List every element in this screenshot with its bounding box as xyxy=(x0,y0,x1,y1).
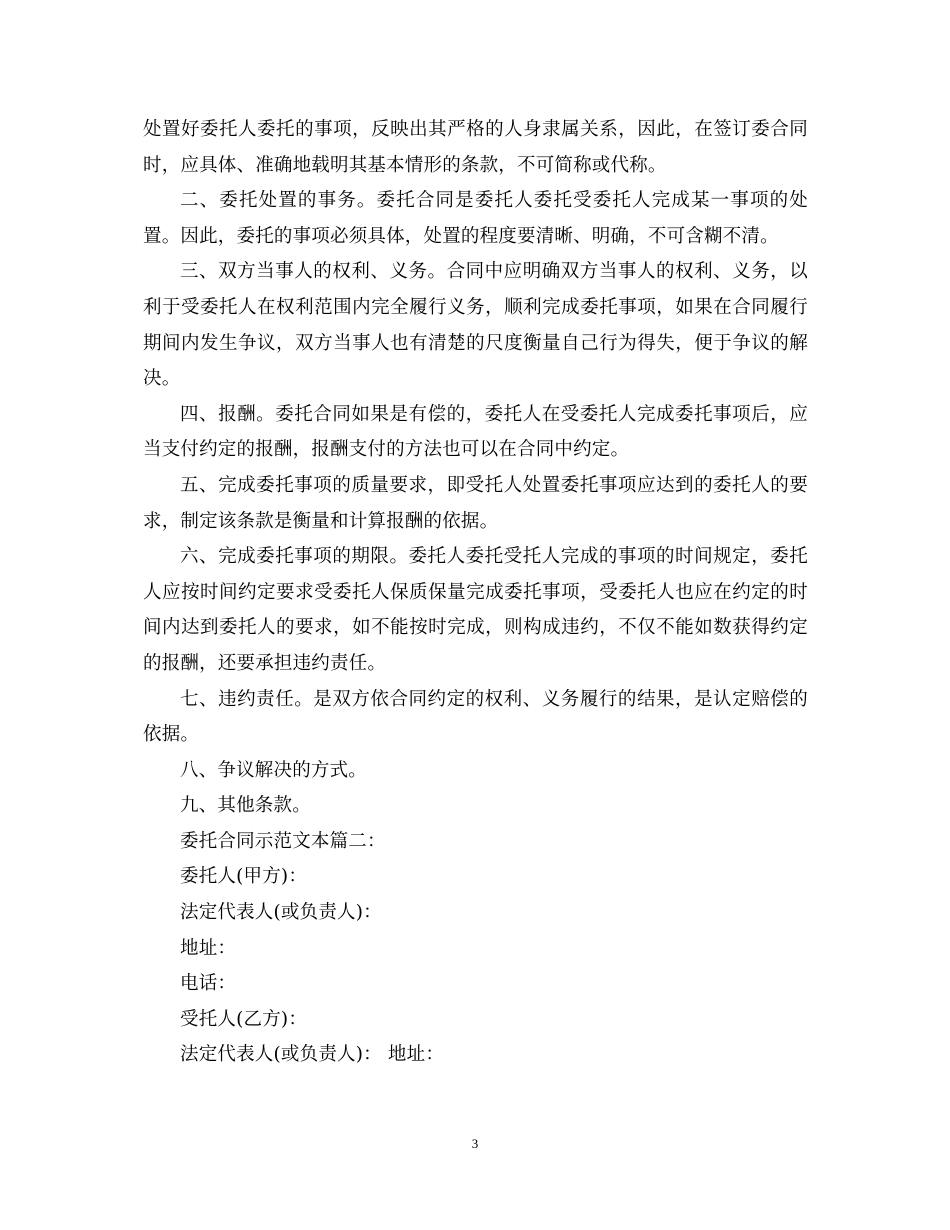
paragraph: 三、双方当事人的权利、义务。合同中应明确双方当事人的权利、义务，以利于受委托人在权利范围内完全履行义务，顺利完成委托事项，如果在合同履行期间内发生争议，双方当事人也有清楚的尺度衡量自己行为得失，便于争议的解决。 xyxy=(143,261,808,390)
page-number: 3 xyxy=(471,1136,479,1151)
paragraph: 七、违约责任。是双方依合同约定的权利、义务履行的结果，是认定赔偿的依据。 xyxy=(143,688,808,746)
paragraph: 二、委托处置的事务。委托合同是委托人委托受委托人完成某一事项的处置。因此，委托的事项必须具体，处置的程度要清晰、明确，不可含糊不清。 xyxy=(143,190,808,247)
document-body xyxy=(143,112,808,1073)
paragraph: 五、完成委托事项的质量要求，即受托人处置委托事项应达到的委托人的要求，制定该条款是衡量和计算报酬的依据。 xyxy=(143,474,808,532)
form-field-label: 受托人(乙方)： xyxy=(180,1008,308,1030)
form-field-label: 法定代表人(或负责人)： 地址： xyxy=(180,1044,445,1066)
form-field-label: 地址： xyxy=(180,937,237,959)
paragraph: 九、其他条款。 xyxy=(180,795,311,817)
paragraph: 处置好委托人委托的事项，反映出其严格的人身隶属关系，因此，在签订委合同时，应具体、准确地载明其基本情形的条款，不可简称或代称。 xyxy=(143,119,808,176)
section-heading: 委托合同示范文本篇二： xyxy=(180,830,386,852)
paragraph: 四、报酬。委托合同如果是有偿的，委托人在受委托人完成委托事项后，应当支付约定的报酬，报酬支付的方法也可以在合同中约定。 xyxy=(143,403,808,461)
form-field-label: 电话： xyxy=(180,973,237,995)
form-field-label: 委托人(甲方)： xyxy=(180,866,308,888)
form-field-label: 法定代表人(或负责人)： xyxy=(180,902,382,924)
paragraph: 八、争议解决的方式。 xyxy=(180,759,368,781)
paragraph: 六、完成委托事项的期限。委托人委托受托人完成的事项的时间规定，委托人应按时间约定要求受委托人保质保量完成委托事项，受委托人也应在约定的时间内达到委托人的要求，如不能按时完成，则构成违约，不仅不能如数获得约定的报酬，还要承担违约责任。 xyxy=(143,546,808,674)
